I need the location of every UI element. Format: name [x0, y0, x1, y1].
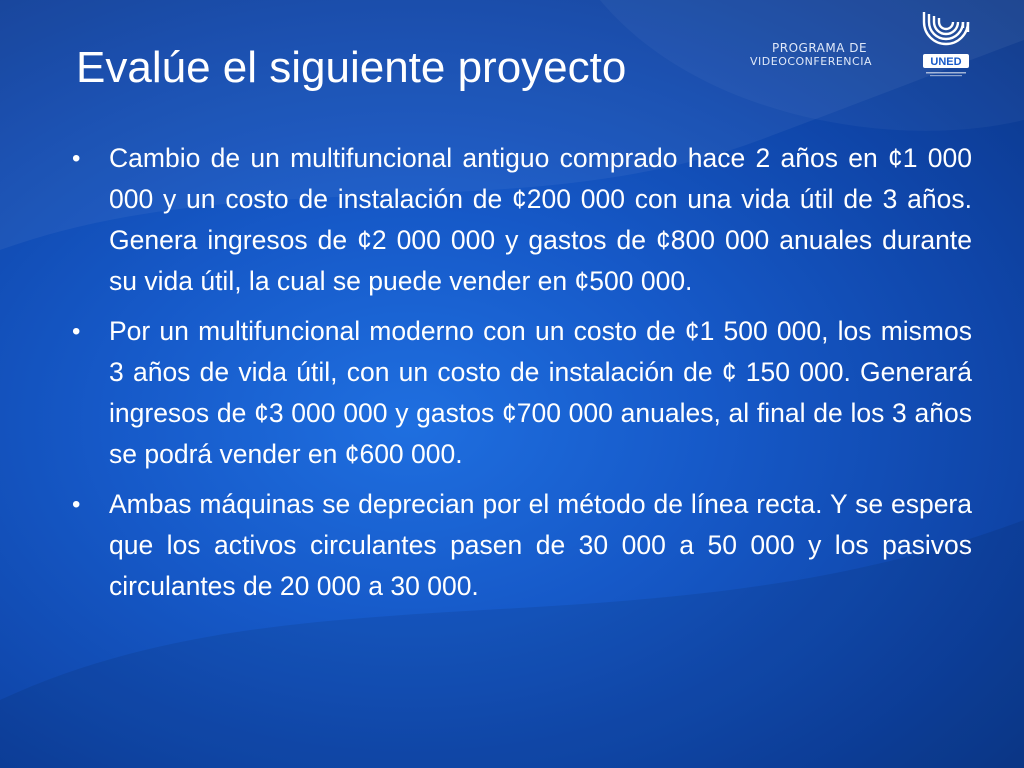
slide-title: Evalúe el siguiente proyecto — [76, 43, 627, 92]
uned-logo-text: UNED — [930, 56, 962, 68]
bullet-text-2: Por un multifuncional moderno con un costo de ¢1 500 000, los mismos 3 años de vida útil, con un costo de instalación de ¢ 150 000. Generará ingresos de ¢3 000 000 y gastos ¢700 000 anuales, al final de los 3 años se podrá vender en ¢600 000. — [109, 316, 972, 469]
program-line-2: VIDEOCONFERENCIA — [750, 55, 872, 68]
bullet-marker: • — [72, 145, 81, 172]
program-line-1: PROGRAMA DE — [772, 41, 868, 55]
bullet-text-3: Ambas máquinas se deprecian por el método de línea recta. Y se espera que los activos circulantes pasen de 30 000 a 50 000 y los pasivos circulantes de 20 000 a 30 000. — [109, 489, 972, 601]
bullet-list — [70, 138, 972, 616]
bullet-marker: • — [72, 491, 81, 518]
bullet-item-2 — [70, 311, 972, 475]
uned-logo — [918, 8, 974, 80]
bullet-text-1: Cambio de un multifuncional antiguo comprado hace 2 años en ¢1 000 000 y un costo de instalación de ¢200 000 con una vida útil de 3 años. Genera ingresos de ¢2 000 000 y gastos de ¢800 000 anuales durante su vida útil, la cual se puede vender en ¢500 000. — [109, 143, 972, 296]
bullet-item-3 — [70, 484, 972, 607]
bullet-item-1 — [70, 138, 972, 302]
bullet-marker: • — [72, 318, 81, 345]
